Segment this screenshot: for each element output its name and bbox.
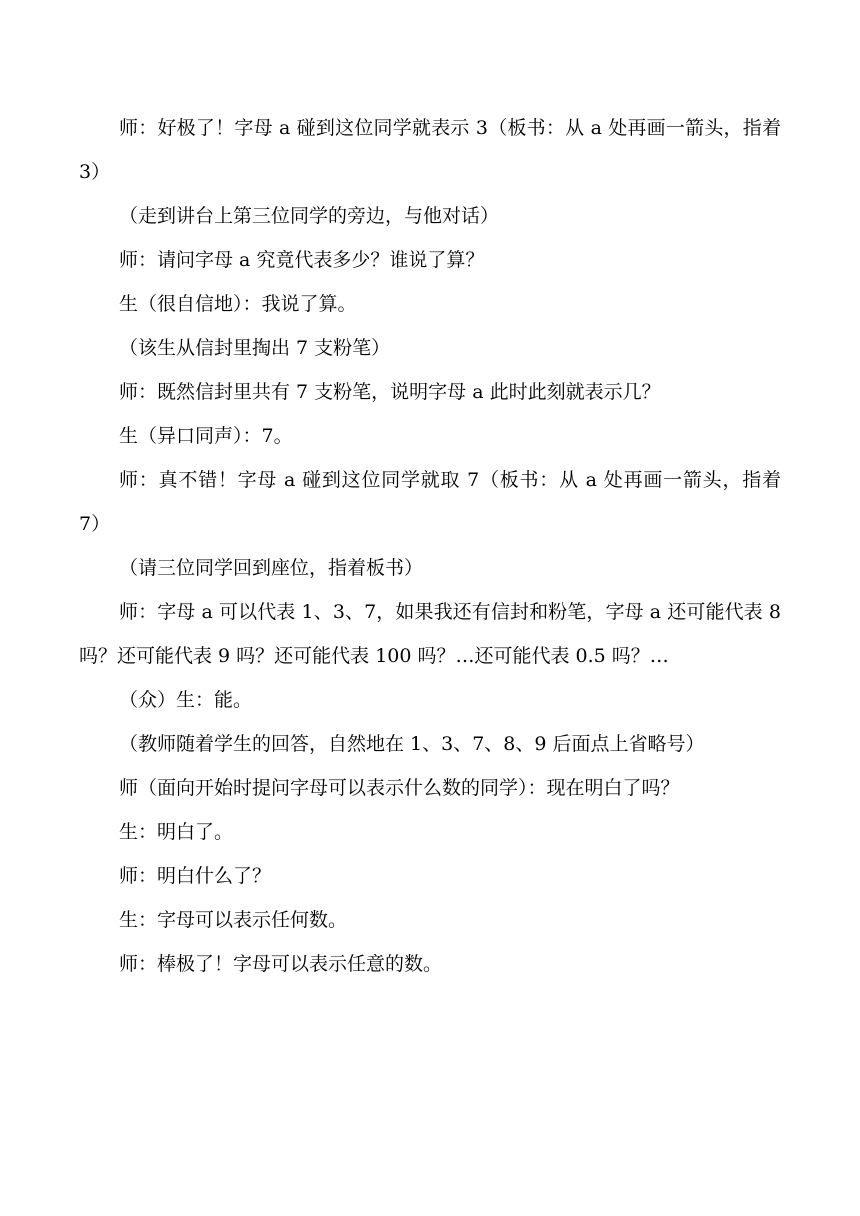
paragraph-5: （该生从信封里掏出 7 支粉笔） [119,337,391,359]
paragraph-7: 生（异口同声）：7。 [119,425,293,447]
paragraph-8: 师：真不错！字母 a 碰到这位同学就取 7（板书：从 a 处再画一箭头，指着 7） [79,469,781,535]
document-body [79,106,781,986]
paragraph-3: 师：请问字母 a 究竟代表多少？谁说了算？ [119,249,485,271]
paragraph-16: 生：字母可以表示任何数。 [119,909,348,931]
paragraph-6: 师：既然信封里共有 7 支粉笔，说明字母 a 此时此刻就表示几？ [119,381,661,403]
paragraph-11: （众）生：能。 [119,689,253,711]
paragraph-12: （教师随着学生的回答，自然地在 1、3、7、8、9 后面点上省略号） [119,733,705,755]
paragraph-13: 师（面向开始时提问字母可以表示什么数的同学）：现在明白了吗？ [119,777,680,799]
paragraph-2: （走到讲台上第三位同学的旁边，与他对话） [119,205,500,227]
paragraph-15: 师：明白什么了？ [119,865,272,887]
paragraph-1: 师：好极了！字母 a 碰到这位同学就表示 3（板书：从 a 处再画一箭头，指着 3） [79,117,781,183]
paragraph-9: （请三位同学回到座位，指着板书） [119,557,424,579]
paragraph-14: 生：明白了。 [119,821,234,843]
paragraph-4: 生（很自信地）：我说了算。 [119,293,357,315]
paragraph-10: 师：字母 a 可以代表 1、3、7，如果我还有信封和粉笔，字母 a 还可能代表 8 吗？还可能代表 9 吗？还可能代表 100 吗？…还可能代表 0.5 吗？… [79,601,781,667]
paragraph-17: 师：棒极了！字母可以表示任意的数。 [119,953,443,975]
